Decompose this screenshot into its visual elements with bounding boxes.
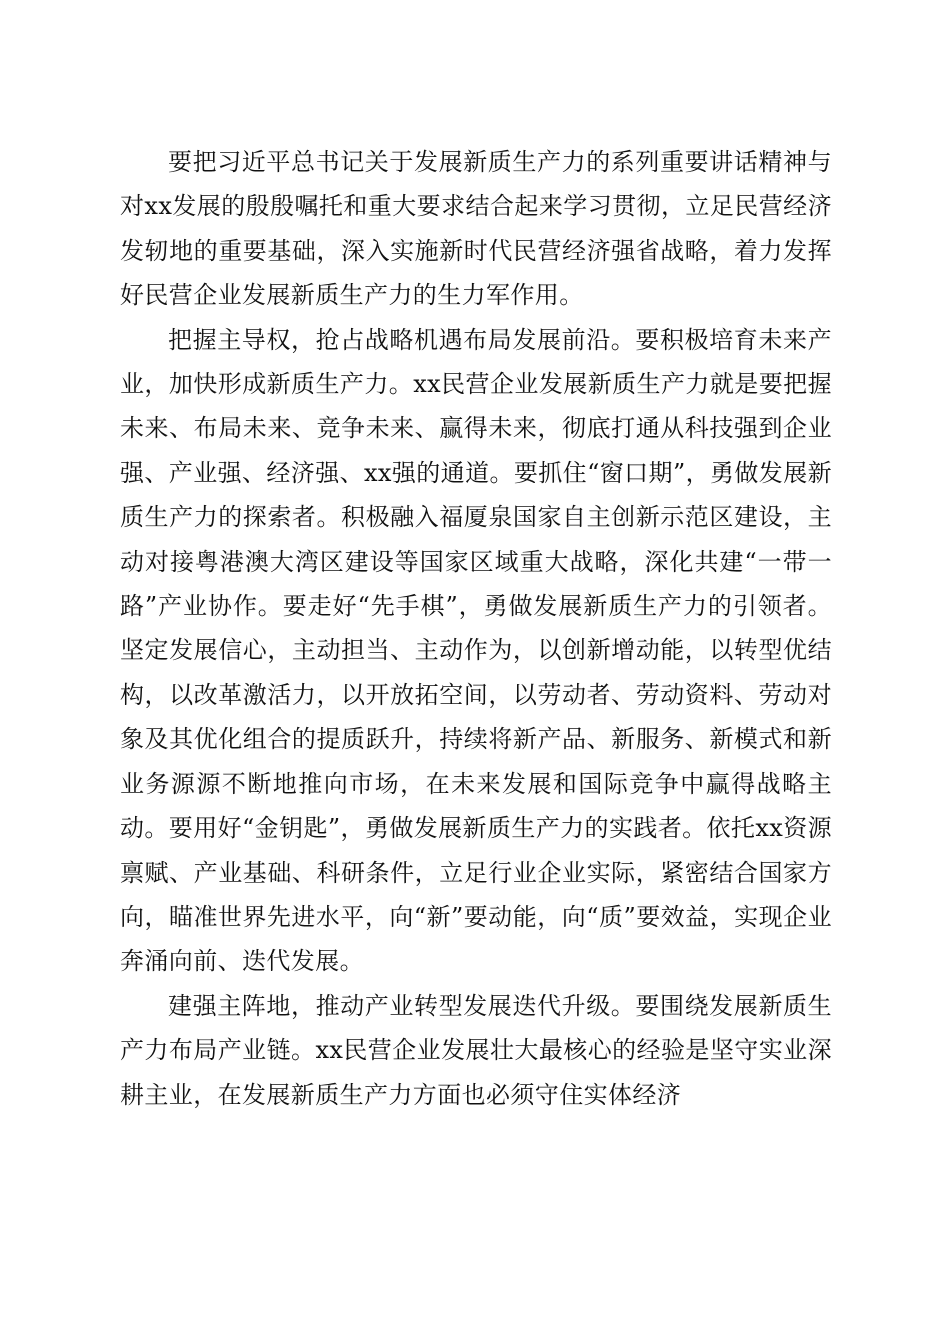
paragraph-leadership: 把握主导权，抢占战略机遇布局发展前沿。要积极培育未来产业，加快形成新质生产力。xx民营企业发展新质生产力就是要把握未来、布局未来、竞争未来、赢得未来，彻底打通从科技强到企业强、产业强、经济强、xx强的通道。要抓住“窗口期”，勇做发展新质生产力的探索者。积极融入福厦泉国家自主创新示范区建设，主动对接粤港澳大湾区建设等国家区域重大战略，深化共建“一带一路”产业协作。要走好“先手棋”，勇做发展新质生产力的引领者。坚定发展信心，主动担当、主动作为，以创新增动能，以转型优结构，以改革激活力，以开放拓空间，以劳动者、劳动资料、劳动对象及其优化组合的提质跃升，持续将新产品、新服务、新模式和新业务源源不断地推向市场，在未来发展和国际竞争中赢得战略主动。要用好“金钥匙”，勇做发展新质生产力的实践者。依托xx资源禀赋、产业基础、科研条件，立足行业企业实际，紧密结合国家方向，瞄准世界先进水平，向“新”要动能，向“质”要效益，实现企业奔涌向前、迭代发展。 bbox=[120, 325, 833, 976]
document-body bbox=[120, 140, 832, 1117]
paragraph-main-front: 建强主阵地，推动产业转型发展迭代升级。要围绕发展新质生产力布局产业链。xx民营企业发展壮大最核心的经验是坚守实业深耕主业，在发展新质生产力方面也必须守住实体经济 bbox=[120, 991, 832, 1109]
paragraph-intro: 要把习近平总书记关于发展新质生产力的系列重要讲话精神与对xx发展的殷殷嘱托和重大要求结合起来学习贯彻，立足民营经济发轫地的重要基础，深入实施新时代民营经济强省战略，着力发挥好民营企业发展新质生产力的生力军作用。 bbox=[120, 148, 832, 310]
